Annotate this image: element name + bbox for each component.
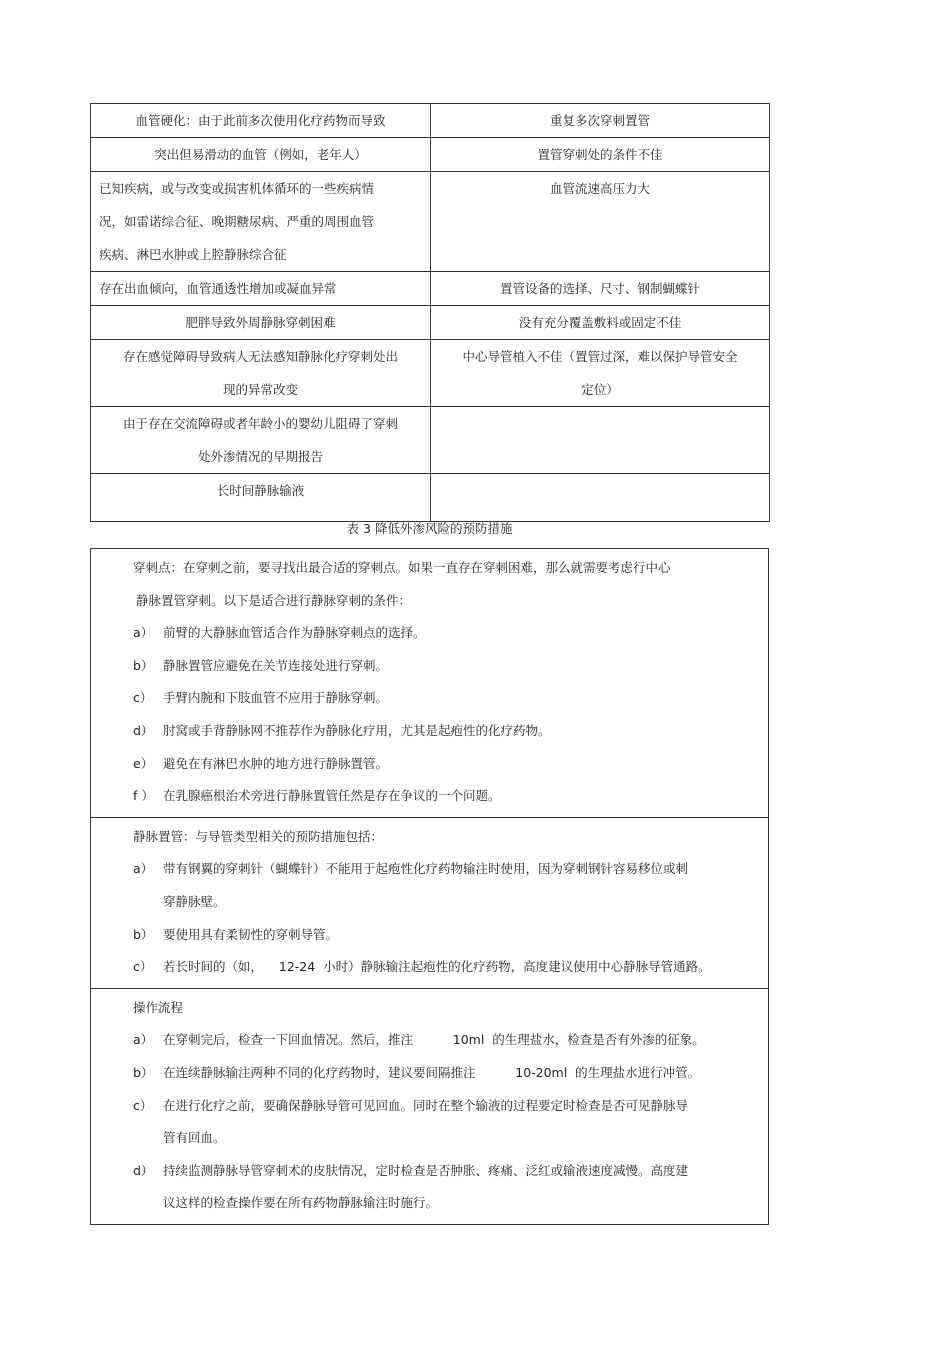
- section-heading: 静脉置管：与导管类型相关的预防措施包括：: [133, 828, 384, 844]
- list-item: [91, 1024, 768, 1057]
- list-text: 在穿刺完后，检查一下回血情况。然后，推注 10ml 的生理盐水，检查是否有外渗的征象。: [163, 1032, 705, 1048]
- list-item: [91, 650, 768, 683]
- list-item: [91, 748, 768, 781]
- list-item-cont: 穿静脉壁。: [163, 893, 226, 909]
- list-marker: a）: [133, 625, 154, 641]
- list-item: [91, 715, 768, 748]
- list-marker: a）: [133, 1032, 154, 1048]
- risk-factor-patient-cell: 存在出血倾向，血管通透性增加或凝血异常: [91, 272, 431, 306]
- list-item-cont: 管有回血。: [163, 1130, 226, 1146]
- list-marker: b）: [133, 1064, 154, 1080]
- list-item: [91, 617, 768, 650]
- table-row: [91, 306, 770, 340]
- measure-section: [91, 988, 768, 1224]
- list-text: 避免在有淋巴水肿的地方进行静脉置管。: [163, 755, 389, 771]
- risk-factor-device-cell: [431, 474, 770, 522]
- risk-factor-patient-cell: 血管硬化：由于此前多次使用化疗药物而导致: [91, 104, 431, 138]
- list-item: [91, 853, 768, 886]
- list-text: 在进行化疗之前，要确保静脉导管可见回血。同时在整个输液的过程要定时检查是否可见静脉导: [163, 1097, 689, 1113]
- list-marker: f ）: [133, 788, 154, 804]
- risk-factor-device-cell: [431, 407, 770, 474]
- list-text: 持续监测静脉导管穿刺术的皮肤情况，定时检查是否肿胀、疼痛、泛红或输液速度减慢。高度建: [163, 1162, 689, 1178]
- risk-factor-patient-cell: 肥胖导致外周静脉穿刺困难: [91, 306, 431, 340]
- risk-factor-device-cell: 置管穿刺处的条件不佳: [431, 138, 770, 172]
- table-row: [91, 407, 770, 474]
- measure-section: [91, 817, 768, 988]
- table-row: [91, 474, 770, 522]
- risk-factors-table: [90, 103, 770, 522]
- table-row: [91, 272, 770, 306]
- list-item: [91, 1090, 768, 1123]
- risk-factor-device-cell: 置管设备的选择、尺寸、钢制蝴蝶针: [431, 272, 770, 306]
- table-row: [91, 104, 770, 138]
- measure-section: [91, 549, 768, 817]
- list-text: 手臂内腕和下肢血管不应用于静脉穿刺。: [163, 690, 389, 706]
- list-text: 静脉置管应避免在关节连接处进行穿刺。: [163, 657, 389, 673]
- risk-factor-patient-cell: 已知疾病，或与改变或损害机体循环的一些疾病情 况，如雷诺综合征、晚期糖尿病、严重的周围血管 疾病、淋巴水肿或上腔静脉综合征: [91, 172, 431, 272]
- list-item: [91, 919, 768, 952]
- list-text: 带有钢翼的穿刺针（蝴蝶针）不能用于起疱性化疗药物输注时使用，因为穿刺钢针容易移位或刺: [163, 861, 689, 877]
- list-item-cont: 议这样的检查操作要在所有药物静脉输注时施行。: [163, 1195, 439, 1211]
- table-row: [91, 172, 770, 272]
- list-text: 要使用具有柔韧性的穿刺导管。: [163, 926, 339, 942]
- list-text: 在连续静脉输注两种不同的化疗药物时，建议要间隔推注 10-20ml 的生理盐水进行冲管。: [163, 1064, 701, 1080]
- list-text: 肘窝或手背静脉网不推荐作为静脉化疗用，尤其是起疱性的化疗药物。: [163, 722, 551, 738]
- list-marker: d）: [133, 722, 154, 738]
- section-heading-cont: 静脉置管穿刺。以下是适合进行静脉穿刺的条件：: [136, 592, 412, 608]
- risk-factor-device-cell: 中心导管植入不佳（置管过深，难以保护导管安全 定位）: [431, 340, 770, 407]
- list-text: 前臂的大静脉血管适合作为静脉穿刺点的选择。: [163, 625, 426, 641]
- list-text: 若长时间的（如， 12-24 小时）静脉输注起疱性的化疗药物，高度建议使用中心静脉导管通路。: [163, 959, 711, 975]
- list-marker: c）: [133, 690, 153, 706]
- list-marker: b）: [133, 657, 154, 673]
- section-heading: 操作流程: [133, 999, 184, 1015]
- list-marker: e）: [133, 755, 154, 771]
- list-marker: c）: [133, 1097, 153, 1113]
- risk-factor-device-cell: 血管流速高压力大: [431, 172, 770, 272]
- table-row: [91, 340, 770, 407]
- list-item: [91, 951, 768, 984]
- list-item: [91, 780, 768, 813]
- risk-factor-device-cell: 没有充分覆盖敷料或固定不佳: [431, 306, 770, 340]
- list-marker: d）: [133, 1162, 154, 1178]
- risk-factor-patient-cell: 长时间静脉输液: [91, 474, 431, 522]
- risk-factor-device-cell: 重复多次穿刺置管: [431, 104, 770, 138]
- table-3-caption: 表 3 降低外渗风险的预防措施: [346, 521, 513, 536]
- risk-factor-patient-cell: 由于存在交流障碍或者年龄小的婴幼儿阻碍了穿刺 处外渗情况的早期报告: [91, 407, 431, 474]
- list-marker: a）: [133, 861, 154, 877]
- risk-factor-patient-cell: 存在感觉障碍导致病人无法感知静脉化疗穿刺处出 现的异常改变: [91, 340, 431, 407]
- list-marker: b）: [133, 926, 154, 942]
- list-text: 在乳腺癌根治术旁进行静脉置管任然是存在争议的一个问题。: [163, 788, 501, 804]
- section-heading: 穿刺点：在穿刺之前，要寻找出最合适的穿刺点。如果一直存在穿刺困难，那么就需要考虑行中心: [133, 560, 671, 575]
- list-marker: c）: [133, 959, 153, 975]
- prevention-measures-table: [90, 548, 769, 1225]
- list-item: [91, 1155, 768, 1188]
- table-row: [91, 138, 770, 172]
- risk-factor-patient-cell: 突出但易滑动的血管（例如，老年人）: [91, 138, 431, 172]
- list-item: [91, 682, 768, 715]
- list-item: [91, 1057, 768, 1090]
